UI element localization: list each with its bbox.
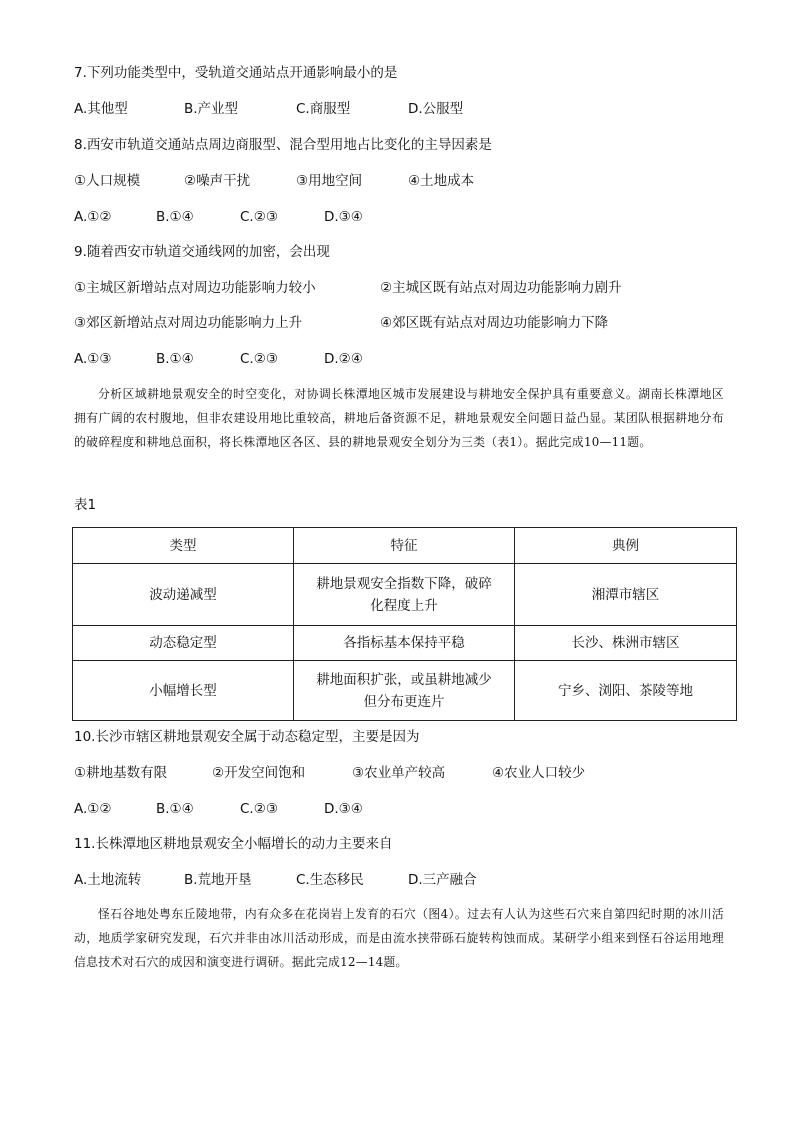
question-10-option-a: A.①② <box>74 801 112 817</box>
table-header-row <box>73 528 737 564</box>
question-8-item-2: ②噪声干扰 <box>184 173 251 189</box>
question-8-item-1: ①人口规模 <box>74 173 141 189</box>
question-8-option-a: A.①② <box>74 209 112 225</box>
table-cell-type: 波动递减型 <box>73 564 294 626</box>
table-cell-type: 动态稳定型 <box>73 626 294 661</box>
question-9-item-2: ②主城区既有站点对周边功能影响力剧升 <box>380 280 622 296</box>
question-9-item-1: ①主城区新增站点对周边功能影响力较小 <box>74 280 316 296</box>
question-11-option-d: D.三产融合 <box>408 872 477 888</box>
question-9-item-3: ③郊区新增站点对周边功能影响力上升 <box>74 315 303 331</box>
table-header-example: 典例 <box>515 528 737 564</box>
question-7-stem: 7.下列功能类型中，受轨道交通站点开通影响最小的是 <box>74 65 398 81</box>
question-9-option-a: A.①③ <box>74 351 112 367</box>
passage-10-11 <box>74 382 724 454</box>
question-9-option-d: D.②④ <box>324 351 363 367</box>
passage-12-14-text: 怪石谷地处粤东丘陵地带，内有众多在花岗岩上发育的石穴（图4）。过去有人认为这些石穴来自第四纪时期的冰川活动，地质学家研究发现，石穴并非由冰川活动形成，而是由流水挟带砾石旋转构蚀而成。某研学小组来到怪石谷运用地理信息技术对石穴的成因和演变进行调研。据此完成12—14题。 <box>74 907 724 969</box>
question-8-item-4: ④土地成本 <box>408 173 475 189</box>
table-cell-feature: 各指标基本保持平稳 <box>294 626 515 661</box>
question-11-option-c: C.生态移民 <box>296 872 364 888</box>
passage-12-14 <box>74 902 724 974</box>
question-10-item-1: ①耕地基数有限 <box>74 765 168 781</box>
table-cell-example: 宁乡、浏阳、茶陵等地 <box>515 661 737 721</box>
table-cell-feature: 耕地面积扩张，或虽耕地减少但分布更连片 <box>294 661 515 721</box>
question-7-option-a: A.其他型 <box>74 101 128 117</box>
table-cell-type: 小幅增长型 <box>73 661 294 721</box>
table-row <box>73 661 737 721</box>
table-cell-feature: 耕地景观安全指数下降，破碎化程度上升 <box>294 564 515 626</box>
question-7-option-d: D.公服型 <box>408 101 464 117</box>
table-1 <box>72 527 737 721</box>
question-9-option-c: C.②③ <box>240 351 278 367</box>
table-header-type: 类型 <box>73 528 294 564</box>
question-11-stem: 11.长株潭地区耕地景观安全小幅增长的动力主要来自 <box>74 836 393 852</box>
question-10-option-b: B.①④ <box>156 801 194 817</box>
question-9-option-b: B.①④ <box>156 351 194 367</box>
question-10-item-2: ②开发空间饱和 <box>212 765 306 781</box>
question-8-stem: 8.西安市轨道交通站点周边商服型、混合型用地占比变化的主导因素是 <box>74 137 492 153</box>
table-caption: 表1 <box>74 497 97 513</box>
question-7-option-b: B.产业型 <box>184 101 239 117</box>
question-10-option-d: D.③④ <box>324 801 363 817</box>
table-row <box>73 564 737 626</box>
question-8-item-3: ③用地空间 <box>296 173 363 189</box>
question-10-stem: 10.长沙市辖区耕地景观安全属于动态稳定型，主要是因为 <box>74 729 420 745</box>
question-8-option-c: C.②③ <box>240 209 278 225</box>
passage-10-11-text: 分析区域耕地景观安全的时空变化，对协调长株潭地区城市发展建设与耕地安全保护具有重要意义。湖南长株潭地区拥有广阔的农村腹地，但非农建设用地比重较高，耕地后备资源不足，耕地景观安全问题日益凸显。某团队根据耕地分布的破碎程度和耕地总面积，将长株潭地区各区、县的耕地景观安全划分为三类（表1）。据此完成10—11题。 <box>74 387 724 449</box>
table-row <box>73 626 737 661</box>
question-7-option-c: C.商服型 <box>296 101 351 117</box>
table-cell-example: 湘潭市辖区 <box>515 564 737 626</box>
question-8-option-b: B.①④ <box>156 209 194 225</box>
table-header-feature: 特征 <box>294 528 515 564</box>
question-9-item-4: ④郊区既有站点对周边功能影响力下降 <box>380 315 609 331</box>
question-9-stem: 9.随着西安市轨道交通线网的加密，会出现 <box>74 244 330 260</box>
question-10-item-4: ④农业人口较少 <box>492 765 586 781</box>
question-11-option-b: B.荒地开垦 <box>184 872 252 888</box>
question-10-item-3: ③农业单产较高 <box>352 765 446 781</box>
question-11-option-a: A.土地流转 <box>74 872 142 888</box>
table-cell-example: 长沙、株洲市辖区 <box>515 626 737 661</box>
question-8-option-d: D.③④ <box>324 209 363 225</box>
question-10-option-c: C.②③ <box>240 801 278 817</box>
